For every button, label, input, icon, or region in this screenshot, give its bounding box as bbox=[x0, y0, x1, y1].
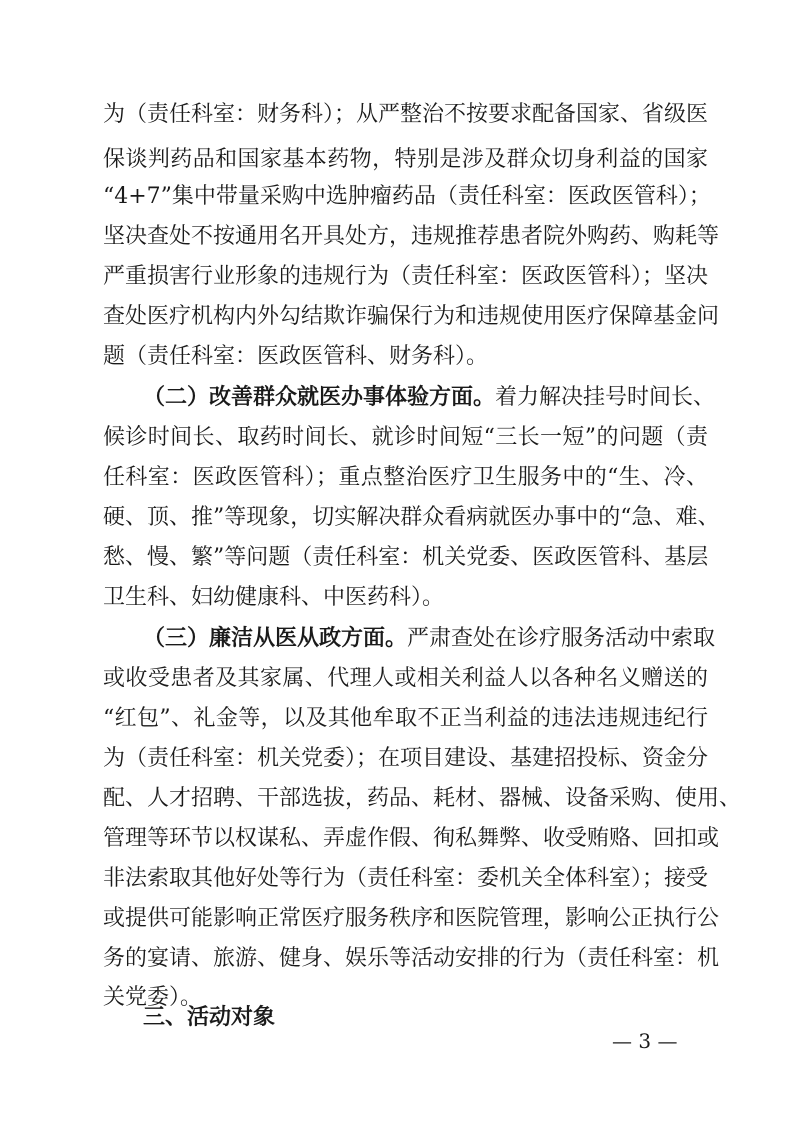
section-2-heading: （二）改善群众就医办事体验方面。 bbox=[143, 385, 496, 410]
paragraph-line: 或收受患者及其家属、代理人或相关利益人以各种名义赠送的 bbox=[103, 666, 708, 691]
paragraph-line: 候诊时间长、取药时间长、就诊时间短“三长一短”的问题（责 bbox=[103, 425, 708, 450]
section-3-first-line-text: 严肃查处在诊疗服务活动中索取 bbox=[407, 626, 716, 651]
page-number: — 3 — bbox=[612, 1029, 678, 1053]
paragraph-line: 为（责任科室：财务科）；从严整治不按要求配备国家、省级医 bbox=[103, 102, 709, 127]
paragraph-line: 愁、慢、繁”等问题（责任科室：机关党委、医政医管科、基层 bbox=[103, 545, 709, 570]
paragraph-line: 为（责任科室：机关党委）；在项目建设、基建招投标、资金分 bbox=[103, 746, 709, 771]
paragraph-line: 题（责任科室：医政医管科、财务科）。 bbox=[103, 344, 489, 369]
paragraph-line: 管理等环节以权谋私、弄虚作假、徇私舞弊、收受贿赂、回扣或 bbox=[103, 826, 720, 851]
paragraph-line: 坚决查处不按通用名开具处方，违规推荐患者院外购药、购耗等 bbox=[103, 224, 720, 249]
section-2-first-line-text: 着力解决挂号时间长、 bbox=[495, 385, 716, 410]
paragraph-line: 保谈判药品和国家基本药物，特别是涉及群众切身利益的国家 bbox=[103, 147, 708, 172]
paragraph-line: 查处医疗机构内外勾结欺诈骗保行为和违规使用医疗保障基金问 bbox=[103, 304, 720, 329]
paragraph-line: “4+7”集中带量采购中选肿瘤药品（责任科室：医政医管科）； bbox=[103, 184, 711, 209]
section-heading: 三、活动对象 bbox=[143, 1005, 276, 1030]
section-3-first-line bbox=[143, 624, 716, 654]
paragraph-line: 务的宴请、旅游、健身、娱乐等活动安排的行为（责任科室：机 bbox=[103, 946, 720, 971]
paragraph-line: 严重损害行业形象的违规行为（责任科室：医政医管科）；坚决 bbox=[103, 264, 709, 289]
paragraph-line: 或提供可能影响正常医疗服务秩序和医院管理，影响公正执行公 bbox=[103, 906, 720, 931]
paragraph-line: 任科室：医政医管科）；重点整治医疗卫生服务中的“生、冷、 bbox=[103, 465, 708, 490]
paragraph-line: 硬、顶、推”等现象，切实解决群众看病就医办事中的“急、难、 bbox=[103, 505, 720, 530]
section-2-first-line bbox=[143, 383, 716, 413]
paragraph-line: 非法索取其他好处等行为（责任科室：委机关全体科室）；接受 bbox=[103, 866, 709, 891]
paragraph-line: 关党委）。 bbox=[103, 985, 203, 1010]
section-3-heading: （三）廉洁从医从政方面。 bbox=[143, 626, 408, 651]
paragraph-line: 配、人才招聘、干部选拔，药品、耗材、器械、设备采购、使用、 bbox=[103, 786, 742, 811]
paragraph-line: 卫生科、妇幼健康科、中医药科）。 bbox=[103, 585, 445, 610]
paragraph-line: “红包”、礼金等，以及其他牟取不正当利益的违法违规违纪行 bbox=[103, 706, 708, 731]
